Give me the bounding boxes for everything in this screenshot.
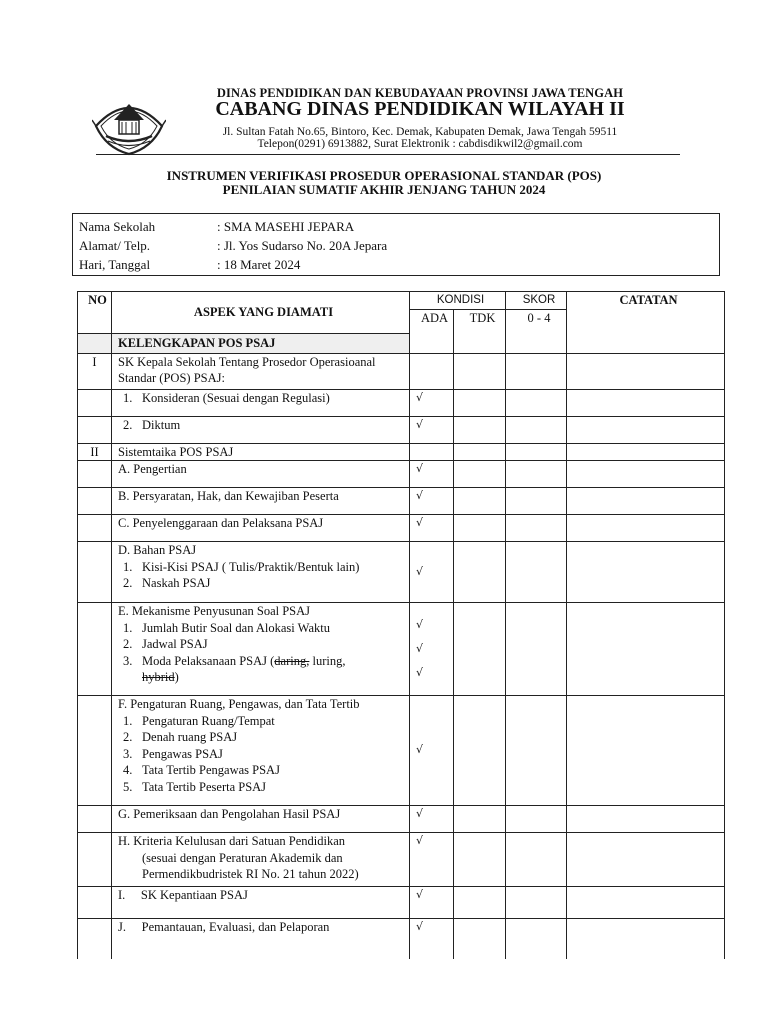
row-aspect: SK Kepala Sekolah Tentang Prosedor Operasioanal Standar (POS) PSAJ: [112,353,410,389]
list-item: 1. Jumlah Butir Soal dan Alokasi Waktu [123,620,330,635]
check-mark: √ [410,542,454,603]
list-item: 4. Tata Tertib Pengawas PSAJ [123,763,280,777]
table-row [78,461,725,488]
row-aspect: J. Pemantauan, Evaluasi, dan Pelaporan [112,919,410,959]
letterhead-office: CABANG DINAS PENDIDIKAN WILAYAH II [215,98,625,120]
check-mark: √ [410,806,454,833]
table-header-row [78,292,725,310]
list-item: 2. Jadwal PSAJ [123,637,208,651]
table-row [78,603,725,696]
header-skor: SKOR [506,292,567,310]
header-no: NO [78,292,112,334]
address-value: : Jl. Yos Sudarso No. 20A Jepara [217,238,388,253]
school-info-box [72,213,720,276]
table-row [78,353,725,389]
list-item: 1. Kisi-Kisi PSAJ ( Tulis/Praktik/Bentuk lain) [123,559,360,574]
date-label: Hari, Tanggal [79,257,151,272]
check-mark: √ [410,515,454,542]
list-item: 5. Tata Tertib Peserta PSAJ [123,779,267,794]
letterhead [0,0,768,160]
row-aspect: A. Pengertian [112,461,410,488]
row-number: II [78,443,112,461]
list-item: 2. Naskah PSAJ [123,576,211,590]
section-heading: KELENGKAPAN POS PSAJ [112,333,410,353]
table-row [78,515,725,542]
check-mark: √ [410,696,454,806]
table-row [78,696,725,806]
check-mark: √ [416,618,424,631]
list-item: 2. Denah ruang PSAJ [123,730,238,744]
table-row [78,443,725,461]
list-item: 1. Konsideran (Sesuai dengan Regulasi) [123,390,330,405]
table-row [78,416,725,443]
table-row [78,542,725,603]
row-aspect: D. Bahan PSAJ [118,543,197,557]
check-mark: √ [410,461,454,488]
table-row [78,887,725,919]
school-name-value: : SMA MASEHI JEPARA [217,219,355,234]
jawa-tengah-emblem-icon [92,86,166,156]
list-item: 2. Diktum [123,417,181,432]
date-value: : 18 Maret 2024 [217,257,301,272]
row-aspect: G. Pemeriksaan dan Pengolahan Hasil PSAJ [112,806,410,833]
check-mark: √ [410,919,454,959]
list-item: 3. Moda Pelaksanaan PSAJ (daring, luring, hybrid) [123,653,346,684]
row-aspect: Sistemtaika POS PSAJ [112,443,410,461]
letterhead-address: Jl. Sultan Fatah No.65, Bintoro, Kec. Demak, Kabupaten Demak, Jawa Tengah 59511 [222,126,618,138]
header-tdk: TDK [454,309,506,353]
verification-table [77,291,725,959]
row-number: I [78,353,112,389]
table-row [78,488,725,515]
list-item: 3. Pengawas PSAJ [123,746,223,761]
check-mark: √ [410,389,454,416]
check-mark: √ [410,833,454,887]
header-ada: ADA [410,309,454,353]
header-skor-range: 0 - 4 [506,309,567,353]
check-mark: √ [416,666,424,679]
document-subtitle: PENILAIAN SUMATIF AKHIR JENJANG TAHUN 2024 [222,182,546,197]
table-row [78,389,725,416]
table-row [78,919,725,959]
check-mark: √ [410,488,454,515]
row-aspect: B. Persyaratan, Hak, dan Kewajiban Peserta [112,488,410,515]
address-label: Alamat/ Telp. [79,238,151,253]
header-kondisi: KONDISI [410,292,506,310]
row-aspect: C. Penyelenggaraan dan Pelaksana PSAJ [112,515,410,542]
row-aspect: E. Mekanisme Penyusunan Soal PSAJ [118,604,311,618]
header-aspek: ASPEK YANG DIAMATI [112,292,410,334]
row-aspect: F. Pengaturan Ruang, Pengawas, dan Tata Tertib [118,697,360,711]
table-row [78,806,725,833]
table-row [78,833,725,887]
header-catatan: CATATAN [567,292,725,354]
row-aspect-note: (sesuai dengan Peraturan Akademik dan Permendikbudristek RI No. 21 tahun 2022) [142,850,359,881]
letterhead-agency: DINAS PENDIDIKAN DAN KEBUDAYAAN PROVINSI JAWA TENGAH [216,86,624,100]
section-no-cell [78,333,112,353]
school-name-label: Nama Sekolah [79,219,156,234]
check-mark: √ [416,642,424,655]
row-aspect: I. SK Kepantiaan PSAJ [112,887,410,919]
list-item: 1. Pengaturan Ruang/Tempat [123,713,275,728]
row-aspect: H. Kriteria Kelulusan dari Satuan Pendidikan [118,834,346,848]
check-mark: √ [410,416,454,443]
check-mark: √ [410,887,454,919]
letterhead-divider [96,154,680,155]
letterhead-contact: Telepon(0291) 6913882, Surat Elektronik : cabdisdikwil2@gmail.com [257,138,583,150]
document-title: INSTRUMEN VERIFIKASI PROSEDUR OPERASIONAL STANDAR (POS) [166,168,602,183]
